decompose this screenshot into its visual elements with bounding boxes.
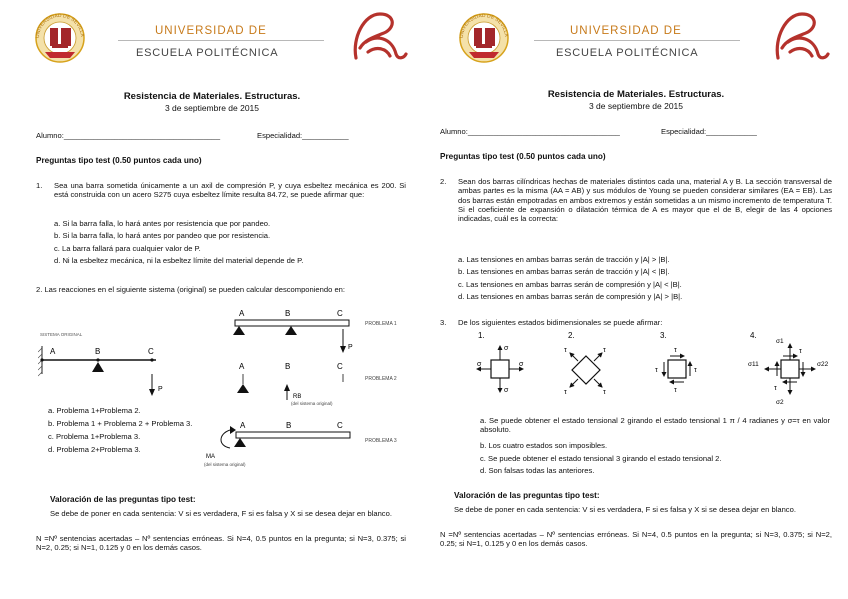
p2-node-c: C	[337, 362, 343, 371]
scoring-instructions: Se debe de poner en cada sentencia: V si es verdadera, F si es falsa y X si se desea dejar en blanco.	[50, 509, 392, 518]
state-4-sigma22: σ22	[817, 361, 829, 368]
state-1-sigma-bottom: σ	[504, 387, 509, 394]
especialidad-field[interactable]: Especialidad:____________	[661, 127, 757, 136]
q3-number: 3.	[440, 318, 447, 327]
p2-node-a: A	[239, 362, 245, 371]
state-3-tau-left: τ	[655, 367, 658, 374]
exam-date: 3 de septiembre de 2015	[164, 103, 260, 113]
q2r-text: Sean dos barras cilíndricas hechas de materiales distintos cada una, material A y B. La sección transversal de ambas partes es la misma (AA = AB) y sus módulos de Young se pueden considerar similares (EA = EB). Las dos barras están empotradas en ambos extremos y están sometidas a un mismo incremento de temperatura T. Si el coeficiente de expansión o dilatación térmica de A es mayor que el de B, elegir de las 4 opciones indicadas, cuál es la correcta:	[458, 177, 832, 224]
stress-states-figure	[448, 326, 840, 408]
state-2-tau-br: τ	[603, 389, 606, 396]
q2r-option-a: a. Las tensiones en ambas barras serán de tracción y |A| > |B|.	[458, 255, 670, 264]
reaction-rb-note: (del sistema original)	[291, 401, 333, 406]
section-title: Preguntas tipo test (0.50 puntos cada uno)	[440, 152, 606, 161]
q2-option-a: a. Problema 1+Problema 2.	[48, 406, 141, 415]
q2r-option-c: c. Las tensiones en ambas barras serán de compresión y |A| < |B|.	[458, 280, 682, 289]
problema-1-label: PROBLEMA 1	[365, 321, 397, 327]
state-4-sigma11: σ11	[748, 361, 759, 368]
state-3-label: 3.	[660, 331, 667, 340]
state-1-sigma-right: σ	[519, 361, 524, 368]
problema-3-label: PROBLEMA 3	[365, 438, 397, 444]
q2r-option-d: d. Las tensiones en ambas barras serán de compresión y |A| > |B|.	[458, 292, 683, 301]
school-logo	[346, 8, 408, 64]
moment-ma-label: MA	[206, 454, 215, 460]
university-name: UNIVERSIDAD DE	[570, 25, 682, 37]
exam-title: Resistencia de Materiales. Estructuras.	[547, 89, 725, 100]
state-4-tau-top: τ	[799, 348, 802, 355]
state-3-tau-top: τ	[674, 347, 677, 354]
header-divider	[534, 40, 740, 41]
q3-text: De los siguientes estados bidimensionales se puede afirmar:	[458, 318, 663, 327]
q2-text: 2. Las reacciones en el siguiente sistema (original) se pueden calcular descomponiendo en:	[36, 285, 345, 294]
state-4-sigma2: σ2	[776, 399, 784, 406]
school-logo	[768, 8, 830, 64]
scoring-formula: N =Nº sentencias acertadas – Nº sentencias erróneas. Si N=4, 0.5 puntos en la pregunta; si N=3, 0.375; si N=2, 0.25; si N=1, 0.125 y 0 en los demás casos.	[36, 534, 406, 553]
scoring-formula: N =Nº sentencias acertadas – Nº sentencias erróneas. Si N=4, 0.5 puntos en la pregunta; si N=3, 0.375; si N=2, 0.25; si N=1, 0.125 y 0 en los demás casos.	[440, 530, 832, 549]
q2-option-b: b. Problema 1 + Problema 2 + Problema 3.	[48, 419, 193, 428]
p3-node-a: A	[240, 421, 246, 430]
exam-title: Resistencia de Materiales. Estructuras.	[123, 91, 301, 102]
q3-option-b: b. Los cuatro estados son imposibles.	[480, 441, 608, 450]
state-1-sigma-top: σ	[504, 345, 509, 352]
state-2-tau-tr: τ	[603, 347, 606, 354]
university-seal	[454, 8, 514, 64]
q2-option-c: c. Problema 1+Problema 3.	[48, 432, 141, 441]
p3-node-b: B	[286, 421, 292, 430]
state-3-tau-right: τ	[694, 367, 697, 374]
q2-option-d: d. Problema 2+Problema 3.	[48, 445, 141, 454]
state-4-label: 4.	[750, 331, 757, 340]
state-4-tau-bottom: τ	[774, 385, 777, 392]
original-system-figure	[38, 326, 188, 398]
p2-node-b: B	[285, 362, 291, 371]
p1-node-b: B	[285, 309, 291, 318]
scoring-title: Valoración de las preguntas tipo test:	[50, 495, 196, 504]
state-2-label: 2.	[568, 331, 575, 340]
q2r-option-b: b. Las tensiones en ambas barras serán de tracción y |A| < |B|.	[458, 267, 670, 276]
university-name: UNIVERSIDAD DE	[155, 25, 267, 37]
alumno-field[interactable]: Alumno:____________________________________	[440, 127, 620, 136]
q1-option-c: c. La barra fallará para cualquier valor de P.	[54, 244, 201, 253]
p3-node-c: C	[337, 421, 343, 430]
seal-text: UNIVERSIDAD DE SEVILLA	[34, 12, 86, 39]
especialidad-field[interactable]: Especialidad:___________	[257, 131, 349, 140]
q1-option-d: d. Ni la esbeltez mecánica, ni la esbeltez límite del material depende de P.	[54, 256, 304, 265]
alumno-field[interactable]: Alumno:_____________________________________	[36, 131, 221, 140]
school-name: ESCUELA POLITÉCNICA	[136, 47, 279, 59]
state-2-tau-bl: τ	[564, 389, 567, 396]
problema-3-figure	[200, 416, 420, 470]
q3-option-c: c. Se puede obtener el estado tensional 3 girando el estado tensional 2.	[480, 454, 722, 463]
header-divider	[118, 40, 324, 41]
exam-date: 3 de septiembre de 2015	[588, 101, 684, 111]
p1-load-p: P	[348, 344, 353, 351]
problema-2-figure	[225, 358, 420, 412]
university-seal	[30, 8, 90, 64]
seal-text: UNIVERSIDAD DE SEVILLA	[458, 12, 510, 39]
node-c-label: C	[148, 347, 154, 356]
reaction-rb-label: RB	[293, 394, 302, 400]
state-3-tau-bottom: τ	[674, 387, 677, 394]
problema-2-label: PROBLEMA 2	[365, 376, 397, 382]
q3-option-a: a. Se puede obtener el estado tensional 2 girando el estado tensional 1 π / 4 radianes y σ=τ en valor absoluto.	[480, 416, 830, 435]
q1-option-a: a. Si la barra falla, lo hará antes por resistencia que por pandeo.	[54, 219, 271, 228]
p1-node-a: A	[239, 309, 245, 318]
scoring-title: Valoración de las preguntas tipo test:	[454, 491, 600, 500]
state-1-label: 1.	[478, 331, 485, 340]
q2r-number: 2.	[440, 177, 447, 186]
load-p-label: P	[158, 386, 163, 393]
scoring-instructions: Se debe de poner en cada sentencia: V si es verdadera, F si es falsa y X si se desea dejar en blanco.	[454, 505, 796, 514]
problema-1-figure	[225, 305, 420, 359]
section-title: Preguntas tipo test (0.50 puntos cada uno)	[36, 156, 202, 165]
q1-option-b: b. Si la barra falla, lo hará antes por pandeo que por resistencia.	[54, 231, 271, 240]
exam-page-right	[424, 0, 848, 599]
node-a-label: A	[50, 347, 56, 356]
q1-text: Sea una barra sometida únicamente a un axil de compresión P, y cuya esbeltez mecánica es 200. Si está construida con un acero S275 cuya esbeltez límite resulta 84.72, se puede afirmar que:	[54, 181, 406, 200]
moment-ma-note: (del sistema original)	[204, 462, 246, 467]
school-name: ESCUELA POLITÉCNICA	[556, 47, 699, 59]
state-1-sigma-left: σ	[477, 361, 482, 368]
state-4-sigma1: σ1	[776, 338, 784, 345]
sistema-original-label: SISTEMA ORIGINAL	[40, 332, 83, 337]
node-b-label: B	[95, 347, 101, 356]
q3-option-d: d. Son falsas todas las anteriores.	[480, 466, 595, 475]
state-2-tau-tl: τ	[564, 347, 567, 354]
q1-number: 1.	[36, 181, 43, 190]
p1-node-c: C	[337, 309, 343, 318]
